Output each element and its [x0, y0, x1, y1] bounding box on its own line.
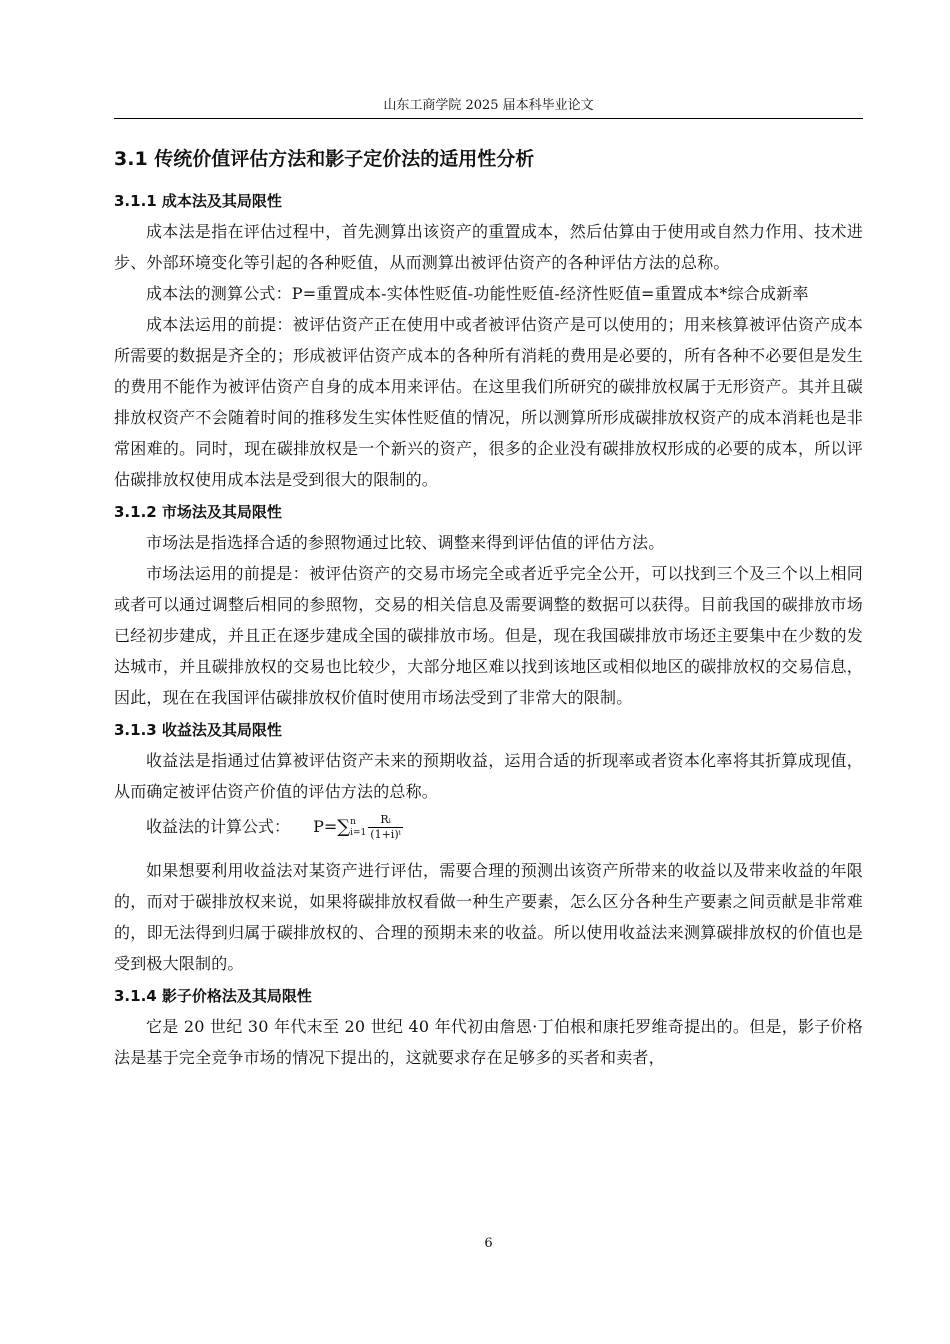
paragraph: 市场法是指选择合适的参照物通过比较、调整来得到评估值的评估方法。	[146, 533, 665, 552]
header-rule	[114, 118, 863, 119]
formula-label: 收益法的计算公式：	[146, 817, 291, 836]
formula-lhs: P=	[313, 817, 338, 836]
paragraph: 市场法运用的前提是：被评估资产的交易市场完全或者近乎完全公开，可以找到三个及三个以上相同或者可以通过调整后相同的参照物，交易的相关信息及需要调整的数据可以获得。目前我国的碳排放市场已经初步建成，并且正在逐步建成全国的碳排放市场。但是，现在我国碳排放市场还主要集中在少数的发达城市，并且碳排放权的交易也比较少，大部分地区难以找到该地区或相似地区的碳排放权的交易信息，因此，现在在我国评估碳排放权价值时使用市场法受到了非常大的限制。	[114, 564, 863, 707]
page-content	[114, 140, 863, 1073]
summation-limits	[350, 817, 366, 839]
subsection-heading-cost-method: 3.1.1 成本法及其局限性	[114, 192, 282, 210]
paragraph: 它是 20 世纪 30 年代末至 20 世纪 40 年代初由詹恩·丁伯根和康托罗维奇提出的。但是，影子价格法是基于完全竞争市场的情况下提出的，这就要求存在足够多的买者和卖者，	[114, 1017, 863, 1067]
summation-upper: n	[350, 816, 356, 827]
fraction-denominator: (1+i)ⁱ	[370, 828, 401, 841]
formula-fraction	[368, 813, 403, 842]
subsection-heading-income-method: 3.1.3 收益法及其局限性	[114, 721, 282, 739]
summation-lower: i=1	[350, 827, 367, 838]
spacer	[114, 847, 863, 855]
fraction-numerator: Rᵢ	[368, 813, 403, 828]
page-number: 6	[484, 1236, 493, 1251]
section-heading: 3.1 传统价值评估方法和影子定价法的适用性分析	[114, 148, 535, 170]
paragraph: 收益法是指通过估算被评估资产未来的预期收益，运用合适的折现率或者资本化率将其折算成现值，从而确定被评估资产价值的评估方法的总称。	[114, 751, 863, 801]
paragraph: 如果想要利用收益法对某资产进行评估，需要合理的预测出该资产所带来的收益以及带来收益的年限的，而对于碳排放权来说，如果将碳排放权看做一种生产要素，怎么区分各种生产要素之间贡献是非常难的，即无法得到归属于碳排放权的、合理的预期未来的收益。所以使用收益法来测算碳排放权的价值也是受到极大限制的。	[114, 861, 863, 973]
formula-line	[114, 807, 863, 847]
running-header: 山东工商学院 2025 届本科毕业论文	[383, 98, 594, 113]
summation-symbol: ∑	[337, 816, 351, 838]
subsection-heading-market-method: 3.1.2 市场法及其局限性	[114, 503, 282, 521]
paragraph: 成本法是指在评估过程中，首先测算出该资产的重置成本，然后估算由于使用或自然力作用、技术进步、外部环境变化等引起的各种贬值，从而测算出被评估资产的各种评估方法的总称。	[114, 222, 863, 272]
paragraph: 成本法运用的前提：被评估资产正在使用中或者被评估资产是可以使用的；用来核算被评估资产成本所需要的数据是齐全的；形成被评估资产成本的各种所有消耗的费用是必要的，所有各种不必要但是发生的费用不能作为被评估资产自身的成本用来评估。在这里我们所研究的碳排放权属于无形资产。其并且碳排放权资产不会随着时间的推移发生实体性贬值的情况，所以测算所形成碳排放权资产的成本消耗也是非常困难的。同时，现在碳排放权是一个新兴的资产，很多的企业没有碳排放权形成的必要的成本，所以评估碳排放权使用成本法是受到很大的限制的。	[114, 315, 863, 489]
income-formula	[313, 813, 403, 842]
subsection-heading-shadow-price-method: 3.1.4 影子价格法及其局限性	[114, 987, 312, 1005]
paragraph: 成本法的测算公式：P=重置成本-实体性贬值-功能性贬值-经济性贬值=重置成本*综合成新率	[146, 284, 809, 303]
